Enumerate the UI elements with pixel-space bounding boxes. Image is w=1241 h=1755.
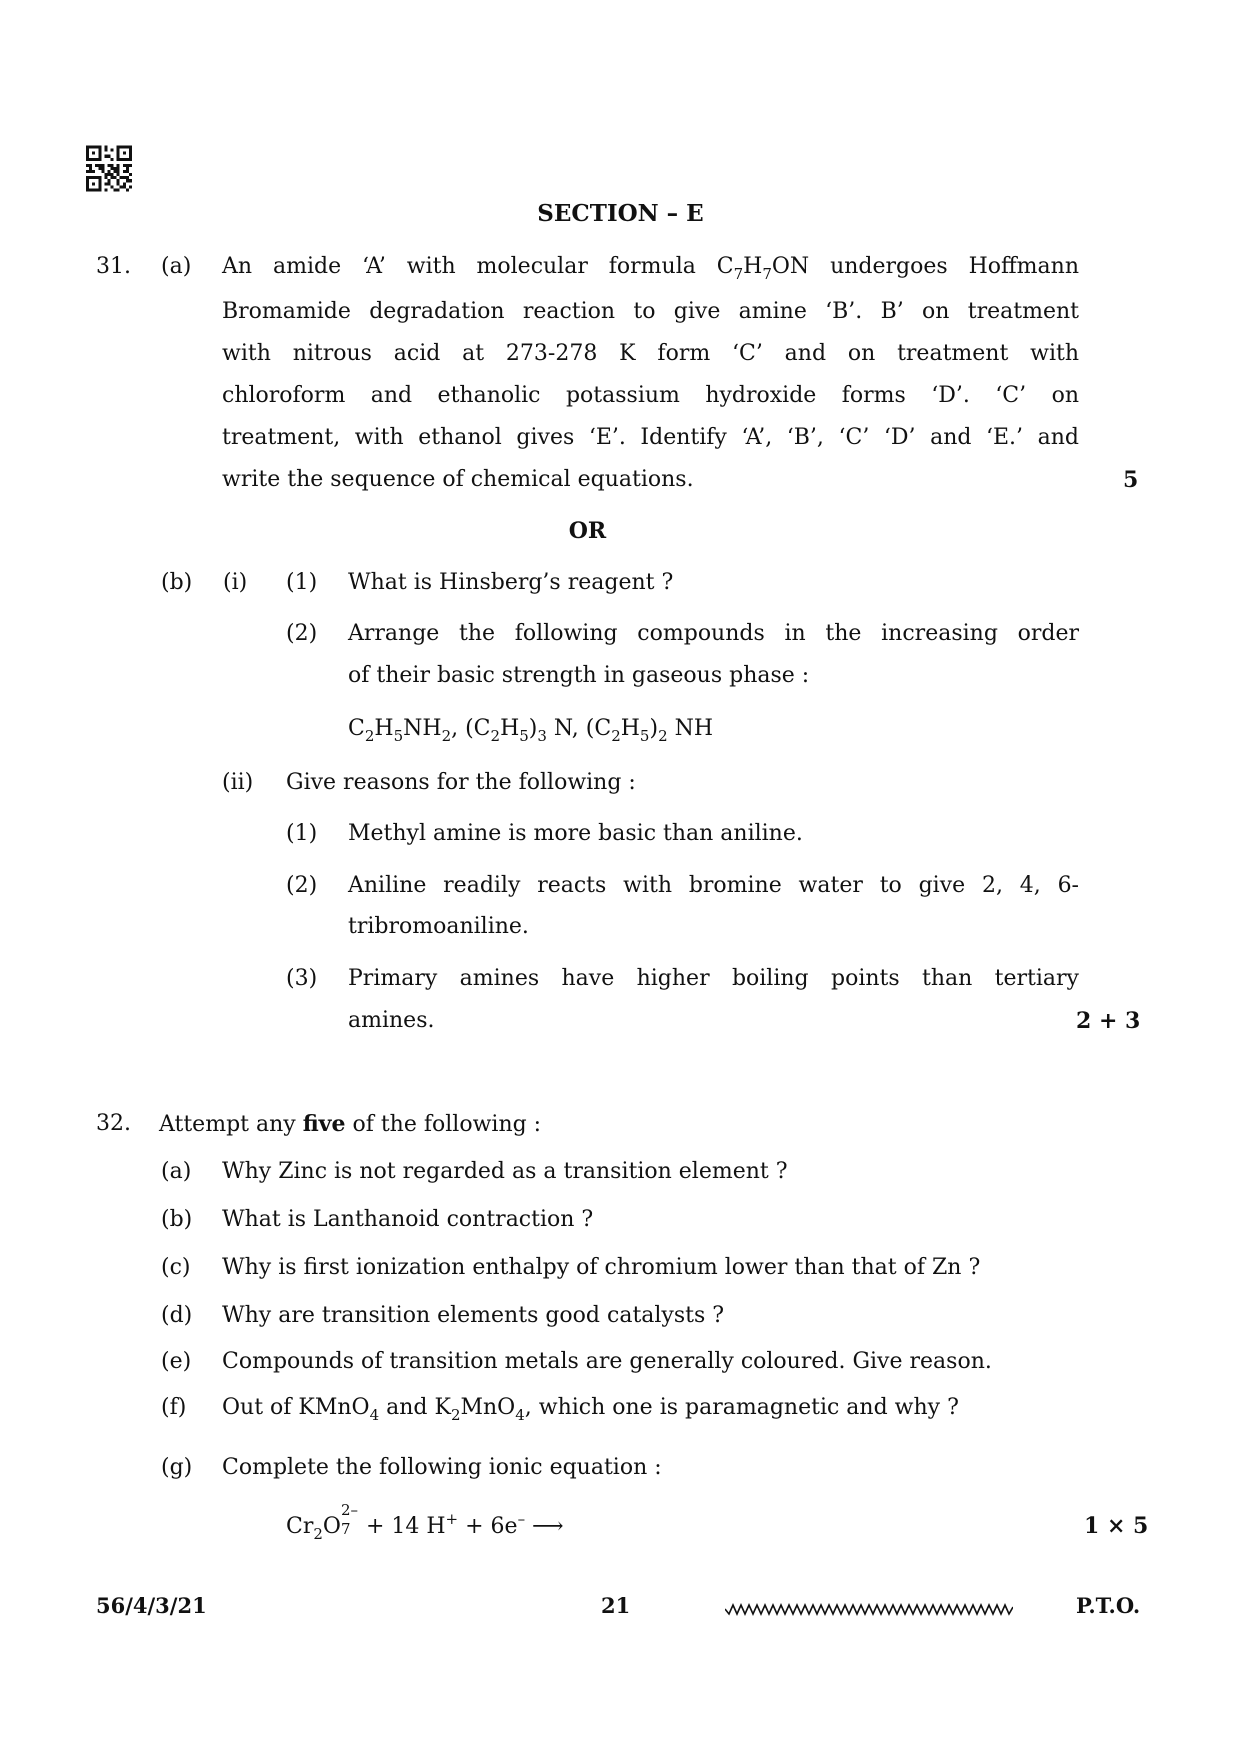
q31bi-1-label: (1) bbox=[286, 570, 318, 595]
q31b-ii-label: (ii) bbox=[222, 770, 254, 795]
q32e-label: (e) bbox=[161, 1349, 192, 1374]
pto-label: P.T.O. bbox=[1076, 1593, 1141, 1618]
or-separator: OR bbox=[568, 518, 607, 544]
q31b-i-label: (i) bbox=[223, 570, 248, 595]
q32f-label: (f) bbox=[161, 1395, 187, 1420]
q32a-label: (a) bbox=[161, 1159, 192, 1184]
q31bii-1-text: Methyl amine is more basic than aniline. bbox=[348, 821, 803, 846]
q31bi-2-label: (2) bbox=[286, 621, 318, 646]
q31a-line-2: Bromamide degradation reaction to give amine ‘B’. B’ on treatment bbox=[222, 299, 1079, 324]
paper-code: 56/4/3/21 bbox=[96, 1593, 207, 1618]
q31a-marks: 5 bbox=[1123, 467, 1139, 493]
q32b-label: (b) bbox=[161, 1207, 193, 1232]
qr-code-icon bbox=[86, 145, 132, 192]
q31bi-2-line-1: Arrange the following compounds in the increasing order bbox=[348, 621, 1079, 646]
q31-part-b-label: (b) bbox=[161, 570, 193, 595]
q32c-text: Why is first ionization enthalpy of chromium lower than that of Zn ? bbox=[222, 1255, 981, 1280]
q31bii-2-line-2: tribromoaniline. bbox=[348, 914, 529, 939]
q31bii-3-line-2: amines. bbox=[348, 1008, 435, 1033]
q31bii-3-label: (3) bbox=[286, 966, 318, 991]
question-number-32: 32. bbox=[96, 1111, 131, 1136]
q32a-text: Why Zinc is not regarded as a transition element ? bbox=[222, 1159, 788, 1184]
q31a-line-6: write the sequence of chemical equations. bbox=[222, 467, 694, 492]
q32e-text: Compounds of transition metals are generally coloured. Give reason. bbox=[222, 1349, 992, 1374]
question-number-31: 31. bbox=[96, 254, 131, 279]
q32-marks: 1 × 5 bbox=[1084, 1513, 1149, 1539]
q31bii-1-label: (1) bbox=[286, 821, 318, 846]
q32d-label: (d) bbox=[161, 1303, 193, 1328]
q31a-line-1: An amide ‘A’ with molecular formula $C_7H_7ON$ undergoes Hoffmann bbox=[222, 254, 1079, 283]
q31a-line-3: with nitrous acid at 273-278 K form ‘C’ and on treatment with bbox=[222, 341, 1079, 366]
q32c-label: (c) bbox=[161, 1255, 191, 1280]
q32g-text: Complete the following ionic equation : bbox=[222, 1455, 662, 1480]
q32b-text: What is Lanthanoid contraction ? bbox=[222, 1207, 594, 1232]
q32d-text: Why are transition elements good catalysts ? bbox=[222, 1303, 725, 1328]
compound-formula-list: $C_2H_5NH_2$, $(C_2H_5)_3$ N, $(C_2H_5)_2$ NH bbox=[348, 716, 714, 745]
q32g-label: (g) bbox=[161, 1455, 193, 1480]
q32f-text: Out of KMnO$_4$ and $K_2MnO_4$, which one is paramagnetic and why ? bbox=[222, 1395, 959, 1424]
q31bi-2-line-2: of their basic strength in gaseous phase : bbox=[348, 663, 810, 688]
q31bii-2-label: (2) bbox=[286, 873, 318, 898]
q31bi-1-text: What is Hinsberg’s reagent ? bbox=[348, 570, 674, 595]
page-number: 21 bbox=[601, 1593, 631, 1618]
section-title: SECTION – E bbox=[537, 200, 704, 227]
q31bii-intro: Give reasons for the following : bbox=[286, 770, 636, 795]
q31a-line-4: chloroform and ethanolic potassium hydroxide forms ‘D’. ‘C’ on bbox=[222, 383, 1079, 408]
q31bii-2-line-1: Aniline readily reacts with bromine water to give 2, 4, 6- bbox=[348, 873, 1079, 898]
ionic-equation: $Cr_2O$ 2– 7 + 14 H+ + 6e– ⟶ bbox=[286, 1501, 564, 1543]
zigzag-decoration bbox=[725, 1602, 1013, 1616]
q31b-marks: 2 + 3 bbox=[1076, 1008, 1141, 1034]
q31bii-3-line-1: Primary amines have higher boiling points than tertiary bbox=[348, 966, 1079, 991]
q31-part-a-label: (a) bbox=[161, 254, 192, 279]
q32-intro: Attempt any five of the following : bbox=[159, 1111, 542, 1137]
q31a-line-5: treatment, with ethanol gives ‘E’. Identify ‘A’, ‘B’, ‘C’ ‘D’ and ‘E.’ and bbox=[222, 425, 1079, 450]
